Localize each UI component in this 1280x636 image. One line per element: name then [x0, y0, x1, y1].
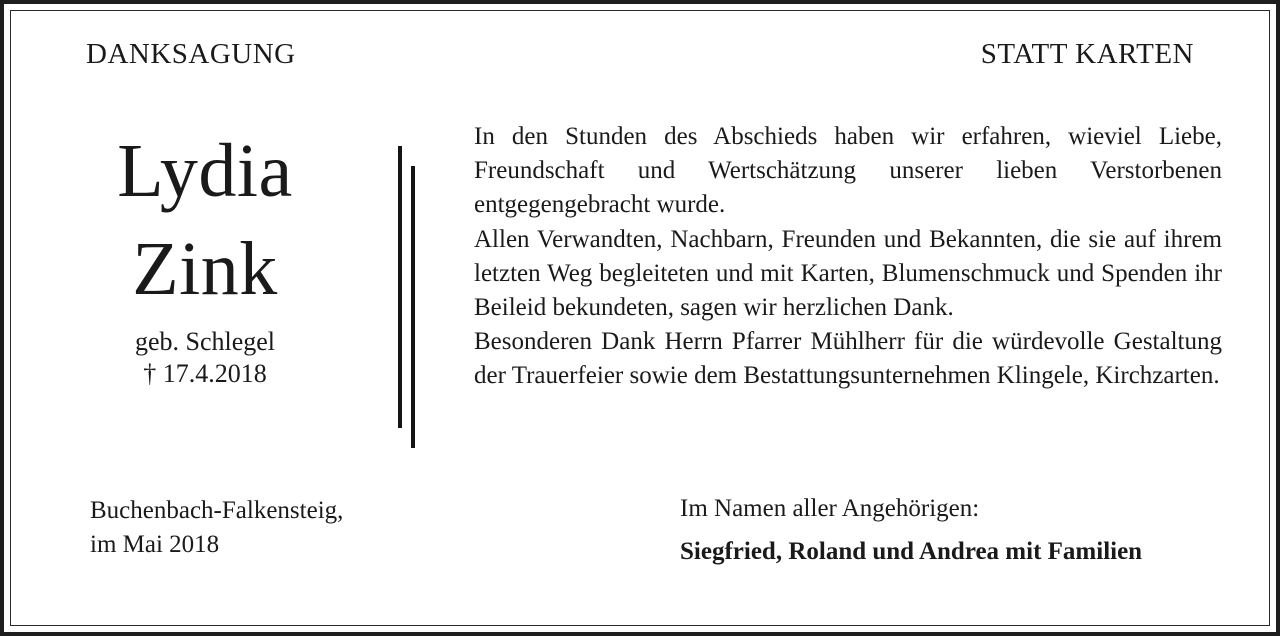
signature-names: Siegfried, Roland und Andrea mit Familien — [680, 538, 1143, 565]
paragraph-special-thanks: Besonderen Dank Herrn Pfarrer Mühlherr für die würdevolle Gestaltung der Trauerfeier sowie dem Bestattungsunternehmen Klingele, Kirchzarten. — [474, 328, 1222, 390]
divider-line-right — [411, 166, 415, 448]
signature-intro: Im Namen aller Angehörigen: — [680, 495, 980, 522]
place: Buchenbach-Falkensteig, — [90, 497, 344, 524]
deceased-death-date: † 17.4.2018 — [143, 359, 267, 388]
deceased-name-block — [80, 122, 330, 390]
paragraph-relatives: Allen Verwandten, Nachbarn, Freunden und Bekannten, die sie auf ihrem letzten Weg begleiteten und mit Karten, Blumenschmuck und Spenden ihr Beileid bekundeten, sagen wir herzlichen Dank. — [474, 225, 1222, 322]
deceased-last-name: Zink — [132, 227, 278, 311]
header-danksagung: DANKSAGUNG — [86, 38, 296, 70]
divider-line-left — [398, 146, 402, 428]
date: im Mai 2018 — [90, 531, 220, 558]
thank-you-text — [474, 120, 1222, 394]
header-statt-karten: STATT KARTEN — [980, 38, 1194, 70]
deceased-first-name: Lydia — [117, 129, 293, 213]
deceased-maiden-name: geb. Schlegel — [134, 327, 276, 356]
paragraph-farewell: In den Stunden des Abschieds haben wir erfahren, wieviel Liebe, Freundschaft und Wertschätzung unserer lieben Verstorbenen entgegengebracht wurde. — [474, 123, 1222, 219]
place-and-date — [90, 494, 343, 562]
